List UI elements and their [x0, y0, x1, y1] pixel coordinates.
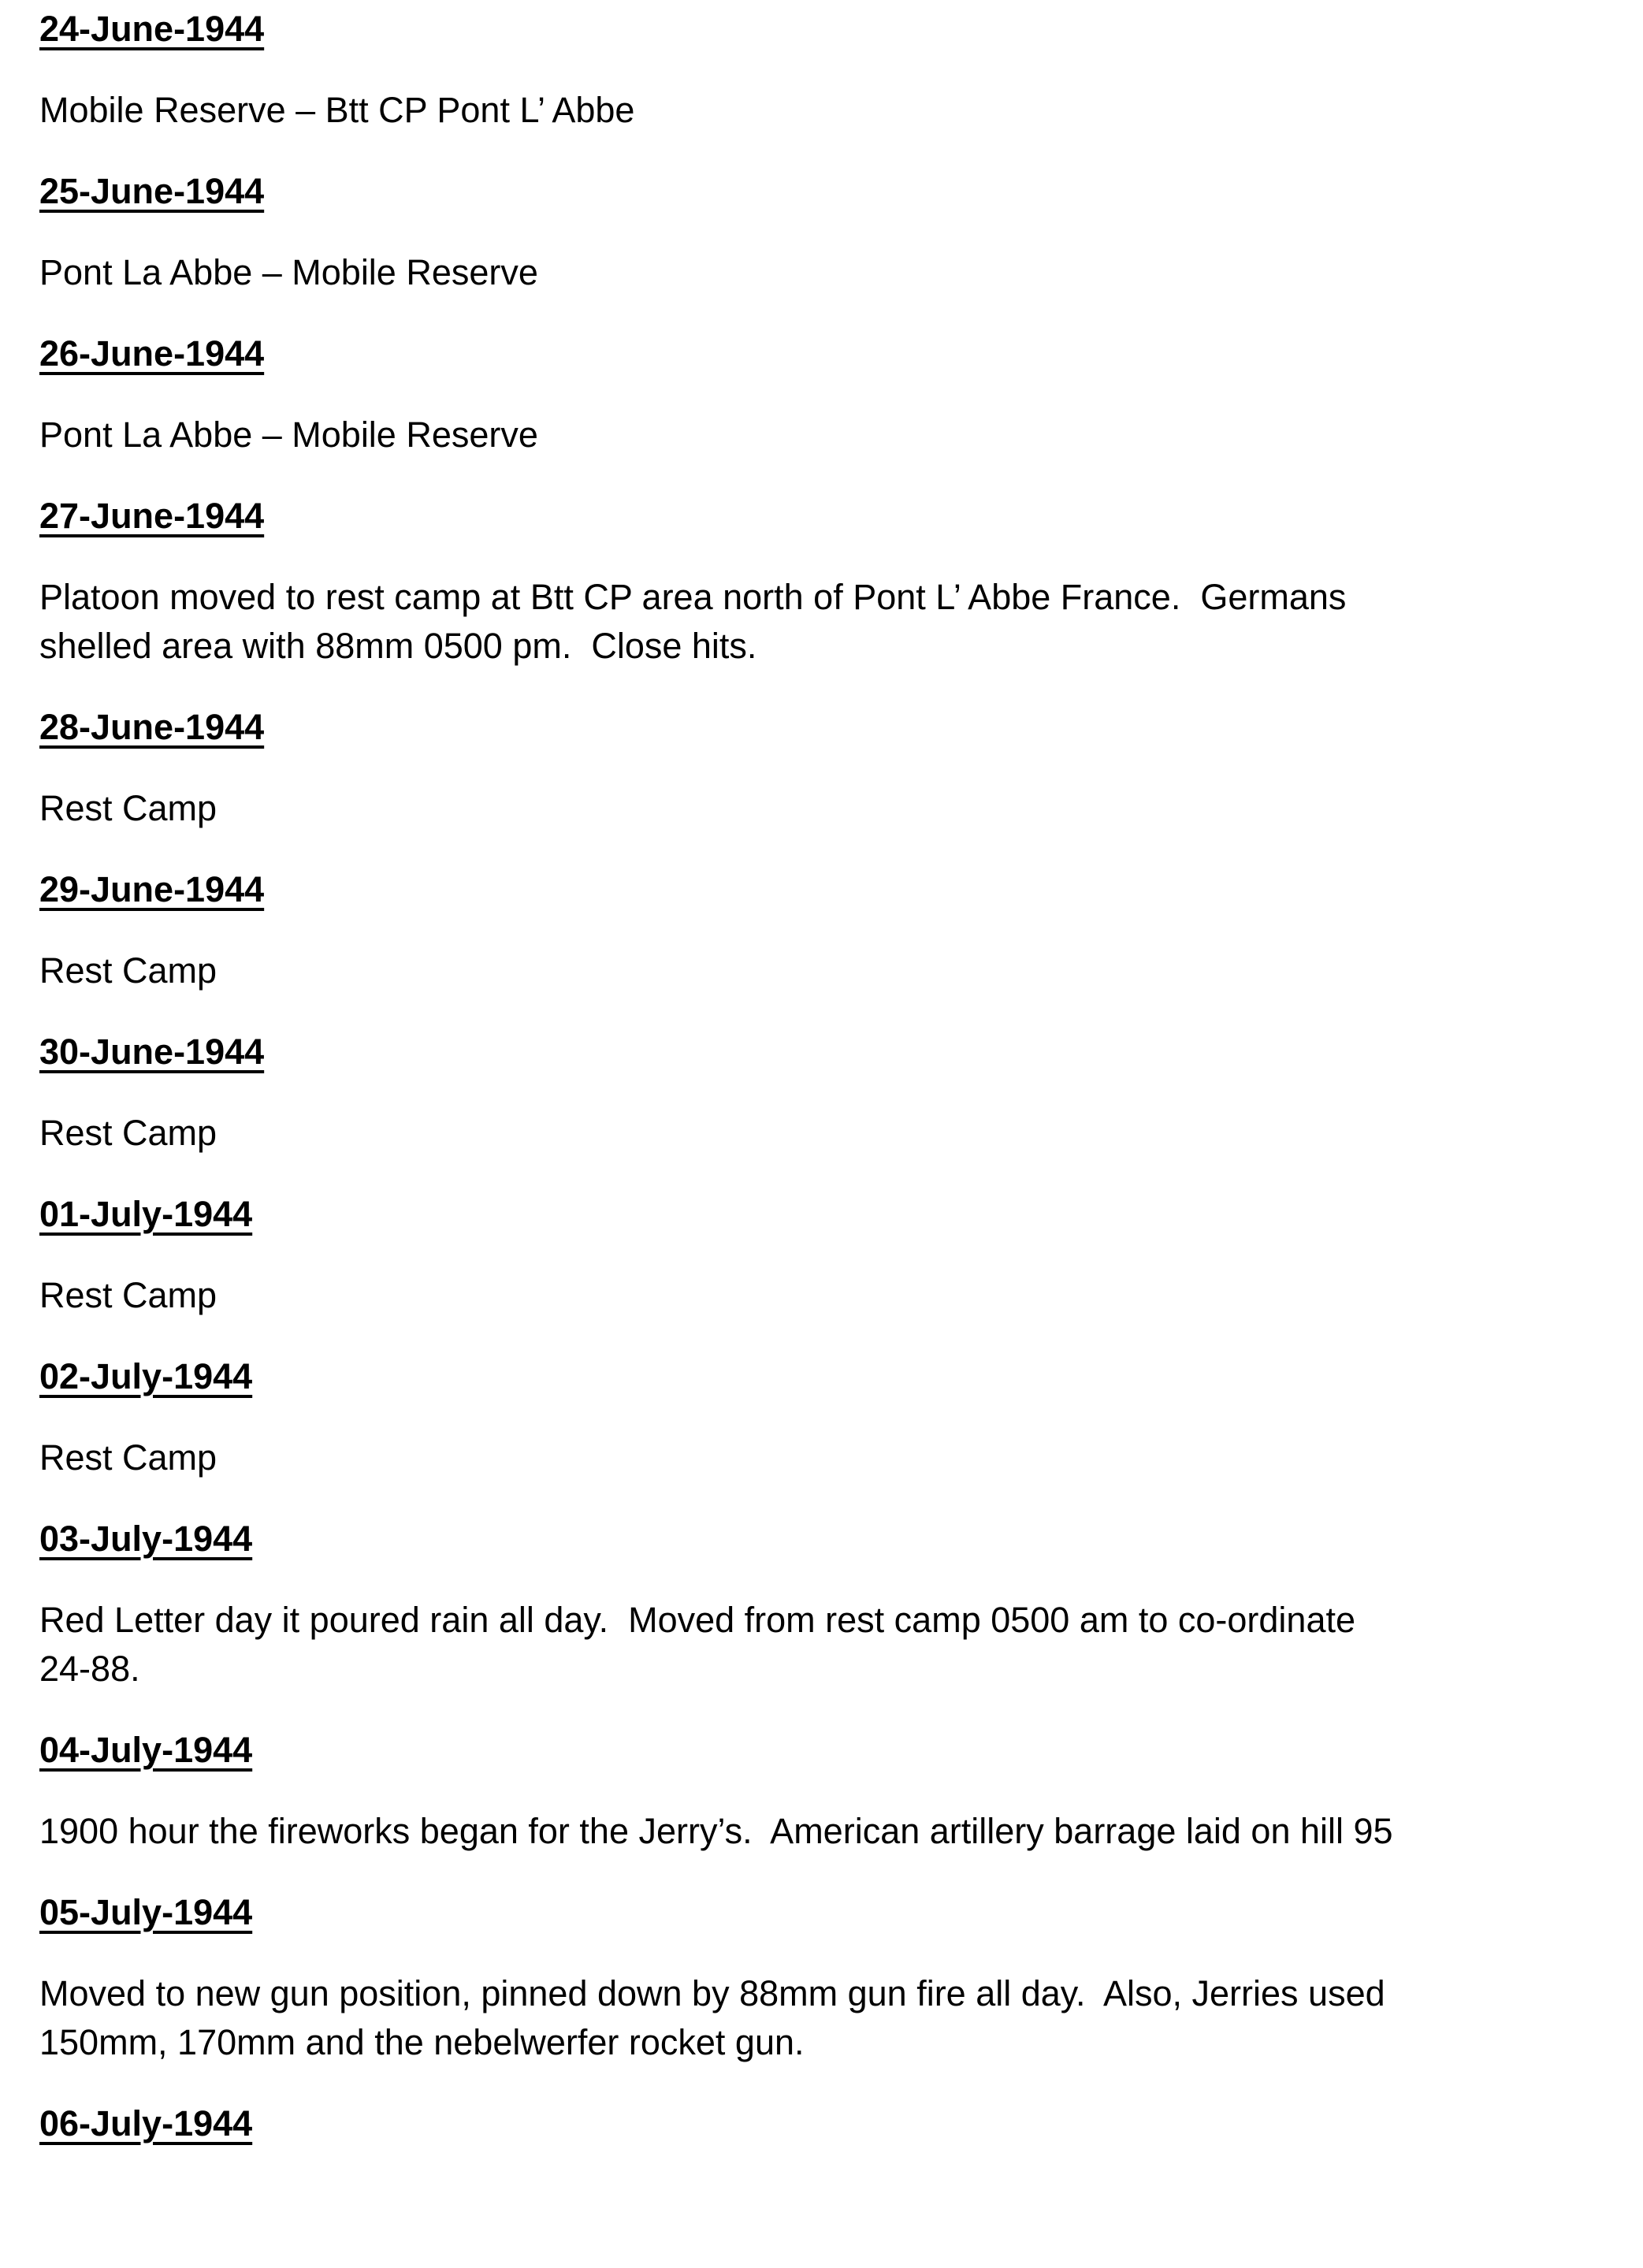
diary-entry [39, 2099, 1643, 2148]
diary-entry [39, 865, 1643, 995]
entry-date: 06-July-1944 [39, 2103, 253, 2143]
entry-text: Rest Camp [39, 950, 217, 991]
diary-entry [39, 703, 1643, 833]
entry-text: Moved to new gun position, pinned down by 88mm gun fire all day. Also, Jerries used 150mm, 170mm and the nebelwerfer rocket gun. [39, 1973, 1396, 2062]
entry-date: 05-July-1944 [39, 1892, 253, 1932]
entry-text: Pont La Abbe – Mobile Reserve [39, 415, 538, 455]
entry-date: 27-June-1944 [39, 496, 265, 536]
entry-text: Rest Camp [39, 788, 217, 828]
diary-entry [39, 5, 1643, 135]
diary-entry [39, 1190, 1643, 1320]
diary-entry [39, 1726, 1643, 1856]
entry-date: 03-July-1944 [39, 1519, 253, 1559]
diary-entry [39, 167, 1643, 297]
entry-date: 01-July-1944 [39, 1194, 253, 1234]
diary-entry [39, 1888, 1643, 2067]
entry-text: Platoon moved to rest camp at Btt CP area north of Pont L’ Abbe France. Germans shelled area with 88mm 0500 pm. Close hits. [39, 577, 1356, 666]
entry-text: Pont La Abbe – Mobile Reserve [39, 252, 538, 292]
diary-entry [39, 1515, 1643, 1694]
entry-date: 29-June-1944 [39, 869, 265, 909]
entry-date: 24-June-1944 [39, 9, 265, 49]
entry-date: 02-July-1944 [39, 1356, 253, 1396]
entry-text: Rest Camp [39, 1437, 217, 1478]
entry-text: Mobile Reserve – Btt CP Pont L’ Abbe [39, 90, 635, 130]
diary-entry [39, 329, 1643, 459]
diary-entry [39, 492, 1643, 671]
entry-text: Red Letter day it poured rain all day. Moved from rest camp 0500 am to co-ordinate 24-88. [39, 1600, 1366, 1689]
diary-entry [39, 1352, 1643, 1482]
entry-date: 30-June-1944 [39, 1032, 265, 1072]
entry-date: 28-June-1944 [39, 707, 265, 747]
diary-entry [39, 1028, 1643, 1158]
entry-date: 04-July-1944 [39, 1730, 253, 1770]
entry-date: 26-June-1944 [39, 333, 265, 374]
entry-text: 1900 hour the fireworks began for the Jerry’s. American artillery barrage laid on hill 95 [39, 1811, 1393, 1851]
entry-date: 25-June-1944 [39, 171, 265, 211]
entry-text: Rest Camp [39, 1275, 217, 1315]
entry-text: Rest Camp [39, 1113, 217, 1153]
